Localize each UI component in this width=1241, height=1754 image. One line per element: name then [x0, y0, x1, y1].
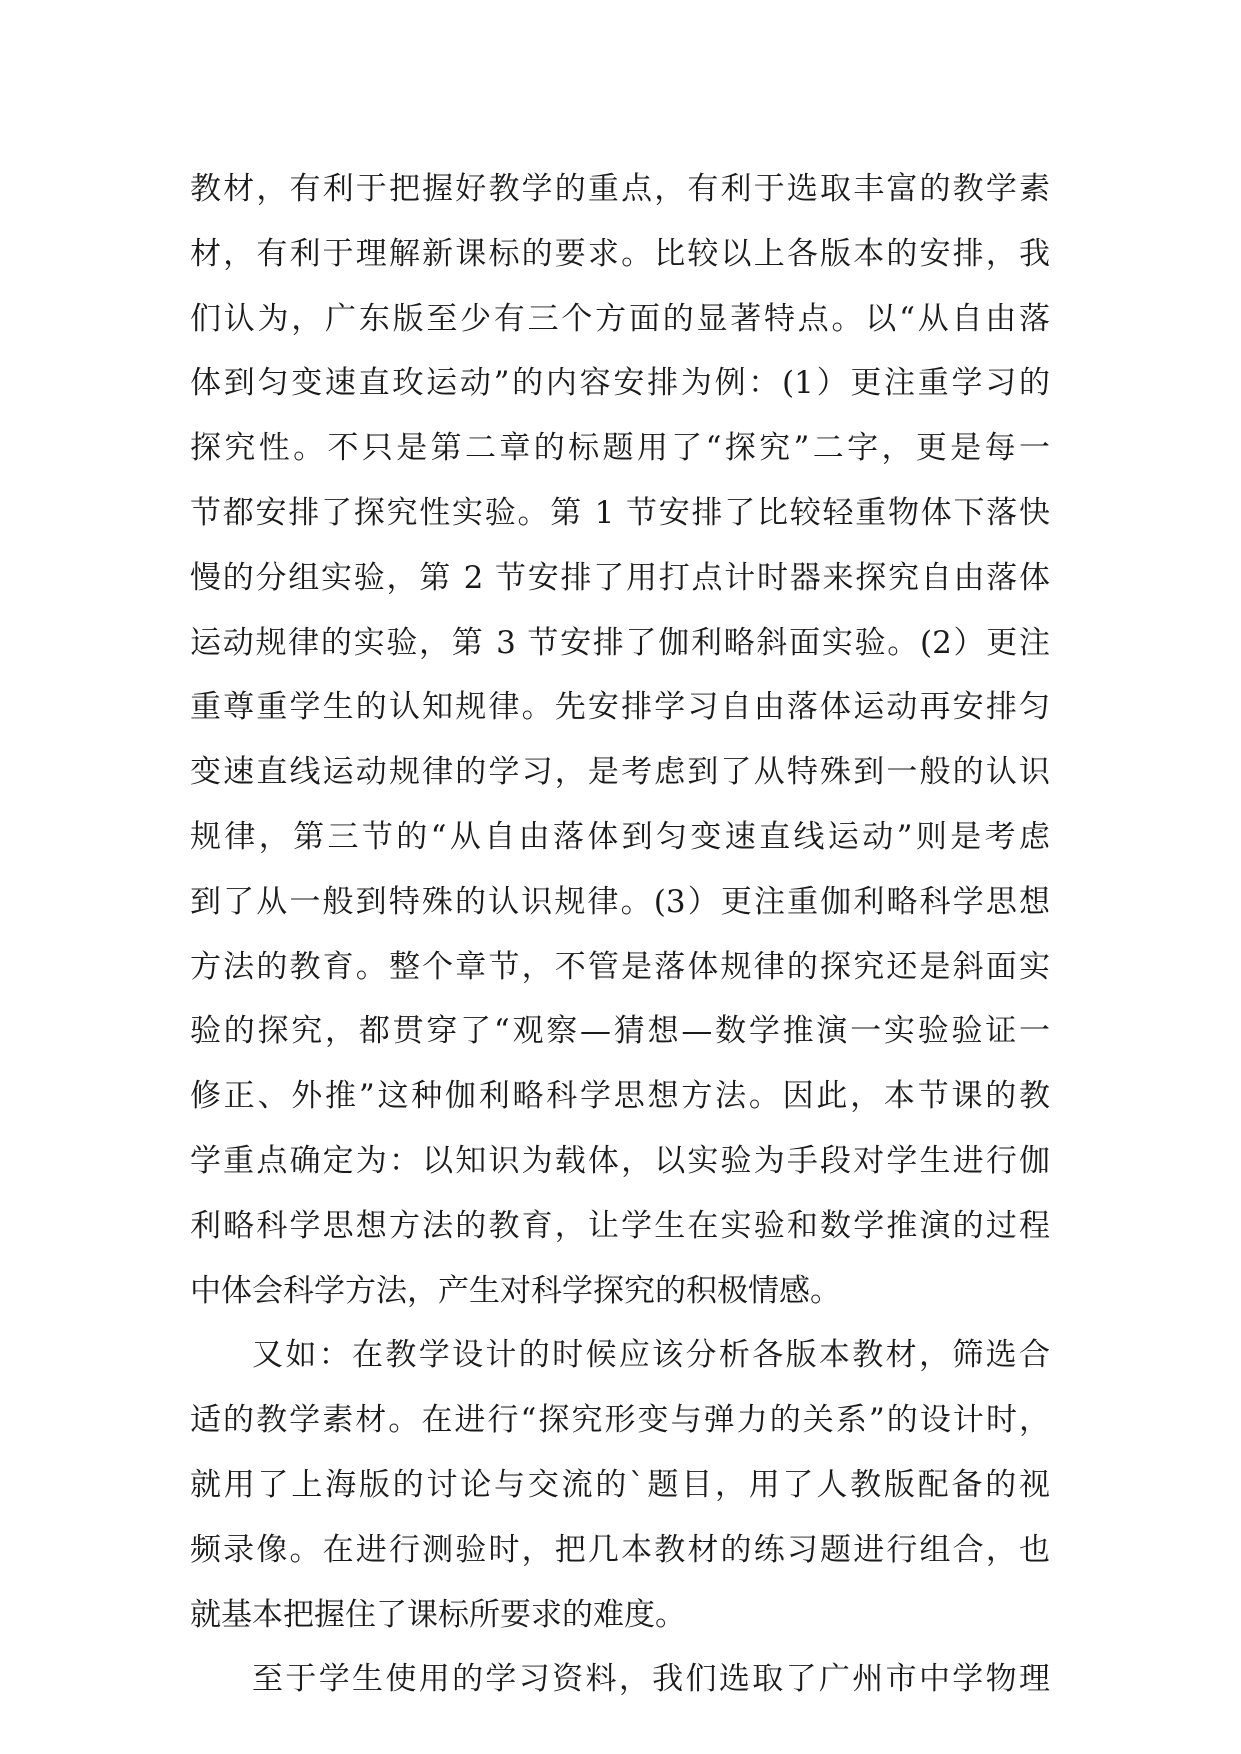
- text-line: 到了从一般到特殊的认识规律。(3）更注重伽利略科学思想: [190, 883, 1050, 920]
- text-line: 又如：在教学设计的时候应该分析各版本教材，筛选合: [252, 1337, 1050, 1374]
- paragraph-2: [190, 1323, 1050, 1647]
- paragraph-3: [190, 1647, 1050, 1712]
- text-line: 节都安排了探究性实验。第 1 节安排了比较轻重物体下落快: [190, 494, 1050, 531]
- text-line: 修正、外推”这种伽利略科学思想方法。因此，本节课的教: [190, 1078, 1050, 1115]
- text-line: 验的探究，都贯穿了“观察—猜想—数学推演一实验验证一: [190, 1013, 1050, 1050]
- text-line: 变速直线运动规律的学习，是考虑到了从特殊到一般的认识: [190, 754, 1050, 791]
- text-line: 探究性。不只是第二章的标题用了“探究”二字，更是每一: [190, 430, 1050, 467]
- text-line: 规律，第三节的“从自由落体到匀变速直线运动”则是考虑: [190, 818, 1050, 855]
- text-line: 重尊重学生的认知规律。先安排学习自由落体运动再安排匀: [190, 689, 1050, 726]
- text-line: 就用了上海版的讨论与交流的`题目，用了人教版配备的视: [190, 1466, 1050, 1503]
- text-line: 中体会科学方法，产生对科学探究的积极情感。: [190, 1272, 841, 1309]
- text-line: 们认为，广东版至少有三个方面的显著特点。以“从自由落: [190, 300, 1050, 337]
- text-line: 就基本把握住了课标所要求的难度。: [190, 1596, 686, 1633]
- text-line: 利略科学思想方法的教育，让学生在实验和数学推演的过程: [190, 1207, 1050, 1244]
- text-line: 适的教学素材。在进行“探究形变与弹力的关系”的设计时，: [190, 1402, 1050, 1439]
- text-line: 教材，有利于把握好教学的重点，有利于选取丰富的教学素: [190, 171, 1050, 207]
- body-text: [190, 157, 1050, 1712]
- text-line: 体到匀变速直玫运动”的内容安排为例：(1）更注重学习的: [190, 365, 1050, 402]
- text-line: 材，有利于理解新课标的要求。比较以上各版本的安排，我: [190, 235, 1050, 272]
- text-line: 运动规律的实验，第 3 节安排了伽利略斜面实验。(2）更注: [190, 624, 1050, 661]
- text-line: 频录像。在进行测验时，把几本教材的练习题进行组合，也: [190, 1531, 1050, 1568]
- text-line: 方法的教育。整个章节，不管是落体规律的探究还是斜面实: [190, 948, 1050, 985]
- text-line: 至于学生使用的学习资料，我们选取了广州市中学物理: [252, 1661, 1050, 1698]
- text-line: 慢的分组实验，第 2 节安排了用打点计时器来探究自由落体: [190, 559, 1050, 596]
- paragraph-1: [190, 157, 1050, 1323]
- text-line: 学重点确定为：以知识为载体，以实验为手段对学生进行伽: [190, 1142, 1050, 1179]
